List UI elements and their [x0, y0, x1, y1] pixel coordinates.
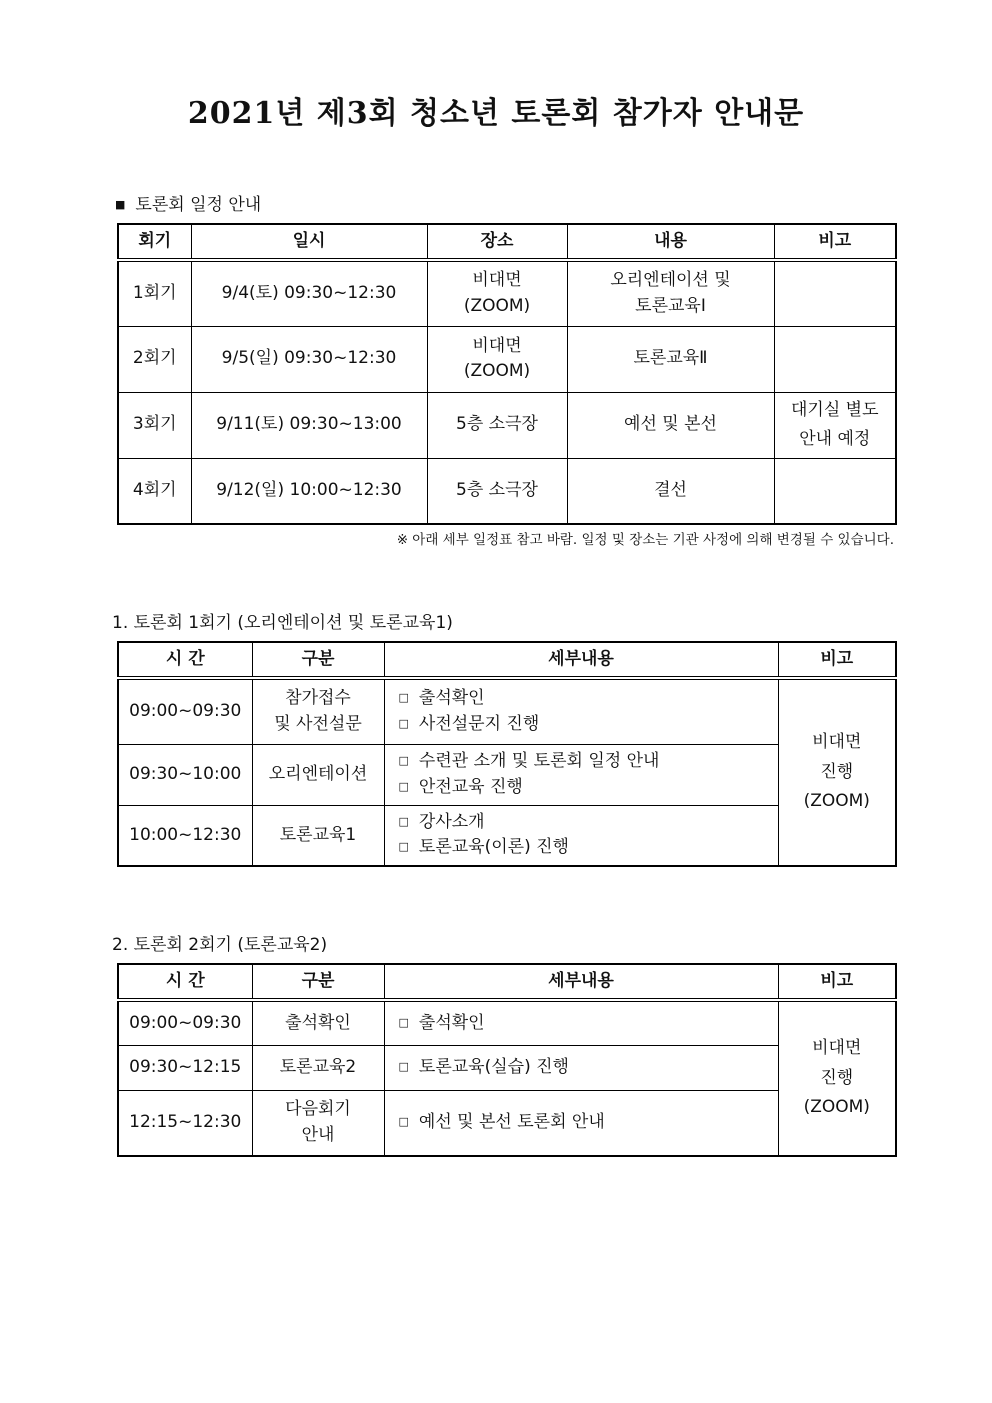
content-cell: 토론교육Ⅱ [567, 326, 774, 392]
header-note: 비고 [778, 642, 896, 678]
header-time: 시 간 [118, 964, 252, 1000]
schedule-heading: ■ 토론회 일정 안내 [115, 195, 262, 215]
content-cell: 예선 및 본선 [567, 392, 774, 458]
table-row [118, 392, 896, 458]
table-row [118, 678, 896, 744]
session1-table [117, 641, 897, 867]
note-cell: 비대면 진행 (ZOOM) [778, 678, 896, 866]
details-cell [384, 678, 778, 744]
note-cell: 비대면 진행 (ZOOM) [778, 1000, 896, 1156]
content-cell: 오리엔테이션 및 토론교육Ⅰ [567, 260, 774, 326]
details-cell [384, 1090, 778, 1156]
datetime-cell: 9/4(토) 09:30~12:30 [191, 260, 427, 326]
list-item: □ 안전교육 진행 [399, 775, 774, 801]
place-cell: 5층 소극장 [427, 392, 567, 458]
header-details: 세부내용 [384, 964, 778, 1000]
details-cell [384, 1045, 778, 1090]
header-time: 시 간 [118, 642, 252, 678]
category-cell: 참가접수 및 사전설문 [252, 678, 384, 744]
details-cell [384, 805, 778, 866]
note-cell [774, 458, 896, 524]
place-cell: 비대면 (ZOOM) [427, 260, 567, 326]
place-cell: 5층 소극장 [427, 458, 567, 524]
session-cell: 4회기 [118, 458, 191, 524]
list-item: □ 수련관 소개 및 토론회 일정 안내 [399, 749, 774, 775]
category-cell: 토론교육1 [252, 805, 384, 866]
time-cell: 09:00~09:30 [118, 1000, 252, 1045]
details-cell [384, 1000, 778, 1045]
time-cell: 09:30~10:00 [118, 744, 252, 805]
note-cell [774, 260, 896, 326]
header-category: 구분 [252, 964, 384, 1000]
time-cell: 09:00~09:30 [118, 678, 252, 744]
category-cell: 오리엔테이션 [252, 744, 384, 805]
content-cell: 결선 [567, 458, 774, 524]
details-cell [384, 744, 778, 805]
table-row [118, 1000, 896, 1045]
datetime-cell: 9/12(일) 10:00~12:30 [191, 458, 427, 524]
session2-table [117, 963, 897, 1157]
session-cell: 1회기 [118, 260, 191, 326]
list-item: □ 토론교육(실습) 진행 [399, 1055, 774, 1081]
time-cell: 10:00~12:30 [118, 805, 252, 866]
place-cell: 비대면 (ZOOM) [427, 326, 567, 392]
header-session: 회기 [118, 224, 191, 260]
datetime-cell: 9/11(토) 09:30~13:00 [191, 392, 427, 458]
list-item: □ 강사소개 [399, 810, 774, 836]
page-title: 2021년 제3회 청소년 토론회 참가자 안내문 [187, 96, 805, 131]
table-row [118, 326, 896, 392]
category-cell: 토론교육2 [252, 1045, 384, 1090]
datetime-cell: 9/5(일) 09:30~12:30 [191, 326, 427, 392]
note-cell [774, 326, 896, 392]
schedule-table [117, 223, 897, 525]
time-cell: 12:15~12:30 [118, 1090, 252, 1156]
list-item: □ 사전설문지 진행 [399, 712, 774, 738]
time-cell: 09:30~12:15 [118, 1045, 252, 1090]
list-item: □ 토론교육(이론) 진행 [399, 835, 774, 861]
session-cell: 2회기 [118, 326, 191, 392]
header-details: 세부내용 [384, 642, 778, 678]
table-row [118, 458, 896, 524]
list-item: □ 출석확인 [399, 1011, 774, 1037]
category-cell: 출석확인 [252, 1000, 384, 1045]
session2-heading: 2. 토론회 2회기 (토론교육2) [112, 935, 328, 955]
table-row [118, 260, 896, 326]
schedule-footnote: ※ 아래 세부 일정표 참고 바람. 일정 및 장소는 기관 사정에 의해 변경될 수 있습니다. [396, 532, 894, 548]
list-item: □ 예선 및 본선 토론회 안내 [399, 1110, 774, 1136]
list-item: □ 출석확인 [399, 686, 774, 712]
session1-heading: 1. 토론회 1회기 (오리엔테이션 및 토론교육1) [112, 613, 453, 633]
header-content: 내용 [567, 224, 774, 260]
header-datetime: 일시 [191, 224, 427, 260]
session-cell: 3회기 [118, 392, 191, 458]
header-place: 장소 [427, 224, 567, 260]
category-cell: 다음회기 안내 [252, 1090, 384, 1156]
note-cell: 대기실 별도 안내 예정 [774, 392, 896, 458]
header-note: 비고 [778, 964, 896, 1000]
header-category: 구분 [252, 642, 384, 678]
square-bullet-icon: ■ [115, 198, 126, 211]
header-note: 비고 [774, 224, 896, 260]
